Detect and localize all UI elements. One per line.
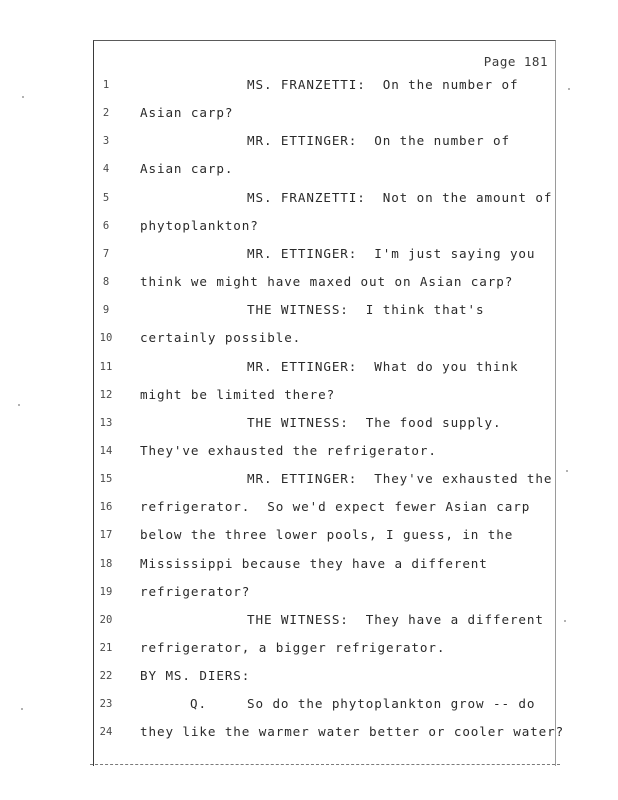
line-text: phytoplankton?: [140, 217, 259, 233]
transcript-line: [0, 640, 618, 660]
line-text: BY MS. DIERS:: [140, 668, 251, 684]
transcript-line: [0, 133, 618, 153]
line-number: 4: [102, 163, 110, 176]
line-number: 1: [102, 79, 110, 91]
question-marker: Q.: [190, 696, 207, 712]
line-text: might be limited there?: [140, 386, 336, 402]
transcript-line: [0, 330, 618, 350]
transcript-line: [0, 556, 618, 576]
scan-speck: [566, 470, 568, 472]
line-text: They've exhausted the refrigerator.: [140, 442, 437, 458]
line-number: 9: [102, 304, 110, 317]
transcript-line: [0, 527, 618, 547]
line-text: Asian carp?: [140, 105, 234, 121]
page-number: Page 181: [483, 54, 548, 69]
line-number: 3: [102, 135, 110, 148]
transcript-line: [0, 612, 618, 632]
line-text: THE WITNESS: The food supply.: [247, 414, 502, 430]
line-text: THE WITNESS: They have a different: [247, 611, 544, 627]
transcript-line: [0, 584, 618, 604]
line-number: 6: [102, 219, 110, 232]
line-number: 17: [99, 529, 113, 542]
line-number: 19: [99, 585, 113, 598]
bottom-border: [90, 764, 560, 765]
line-number: 5: [102, 191, 110, 204]
transcript-line: [0, 302, 618, 322]
transcript-line: [0, 274, 618, 294]
transcript-line: [0, 471, 618, 491]
transcript-line: [0, 105, 618, 125]
line-number: 10: [99, 332, 113, 345]
line-text: Asian carp.: [140, 161, 234, 177]
line-text: below the three lower pools, I guess, in the: [140, 527, 514, 543]
line-number: 23: [99, 698, 113, 711]
transcript-line: [0, 668, 618, 688]
line-number: 14: [99, 444, 113, 457]
line-number: 11: [99, 360, 113, 373]
line-number: 2: [102, 107, 110, 120]
scan-speck: [18, 404, 20, 406]
line-text: Mississippi because they have a different: [140, 555, 488, 571]
transcript-line: [0, 724, 618, 744]
line-text: MR. ETTINGER: On the number of: [247, 133, 510, 149]
line-number: 15: [99, 473, 113, 486]
transcript-line: [0, 443, 618, 463]
line-text: refrigerator, a bigger refrigerator.: [140, 640, 446, 655]
transcript-line: [0, 415, 618, 435]
line-number: 18: [99, 557, 113, 570]
line-text: certainly possible.: [140, 330, 302, 346]
transcript-line: [0, 77, 618, 97]
scan-speck: [564, 620, 566, 622]
line-text: think we might have maxed out on Asian carp?: [140, 274, 514, 290]
line-text: refrigerator?: [140, 583, 251, 599]
transcript-line: [0, 696, 618, 716]
line-text: MS. FRANZETTI: Not on the amount of: [247, 189, 553, 205]
scan-speck: [568, 88, 570, 90]
line-text: MR. ETTINGER: What do you think: [247, 358, 519, 374]
line-number: 20: [99, 613, 113, 626]
transcript-line: [0, 218, 618, 238]
line-number: 13: [99, 416, 113, 429]
line-text: MR. ETTINGER: I'm just saying you: [247, 245, 536, 261]
line-number: 24: [99, 726, 113, 739]
transcript-line: [0, 499, 618, 519]
transcript-line: [0, 161, 618, 181]
line-text: THE WITNESS: I think that's: [247, 302, 485, 318]
transcript-line: [0, 190, 618, 210]
line-text: So do the phytoplankton grow -- do: [247, 696, 536, 712]
line-text: MR. ETTINGER: They've exhausted the: [247, 471, 553, 487]
line-text: refrigerator. So we'd expect fewer Asian carp: [140, 499, 531, 515]
line-text: they like the warmer water better or cooler water?: [140, 724, 565, 740]
scan-speck: [21, 708, 23, 710]
line-number: 12: [99, 388, 113, 401]
scan-speck: [22, 96, 24, 98]
line-number: 22: [99, 670, 113, 683]
transcript-line: [0, 359, 618, 379]
line-text: MS. FRANZETTI: On the number of: [247, 77, 519, 92]
line-number: 21: [99, 642, 113, 654]
line-number: 16: [99, 501, 113, 514]
transcript-line: [0, 246, 618, 266]
line-number: 7: [102, 247, 110, 260]
line-number: 8: [102, 276, 110, 289]
transcript-line: [0, 387, 618, 407]
